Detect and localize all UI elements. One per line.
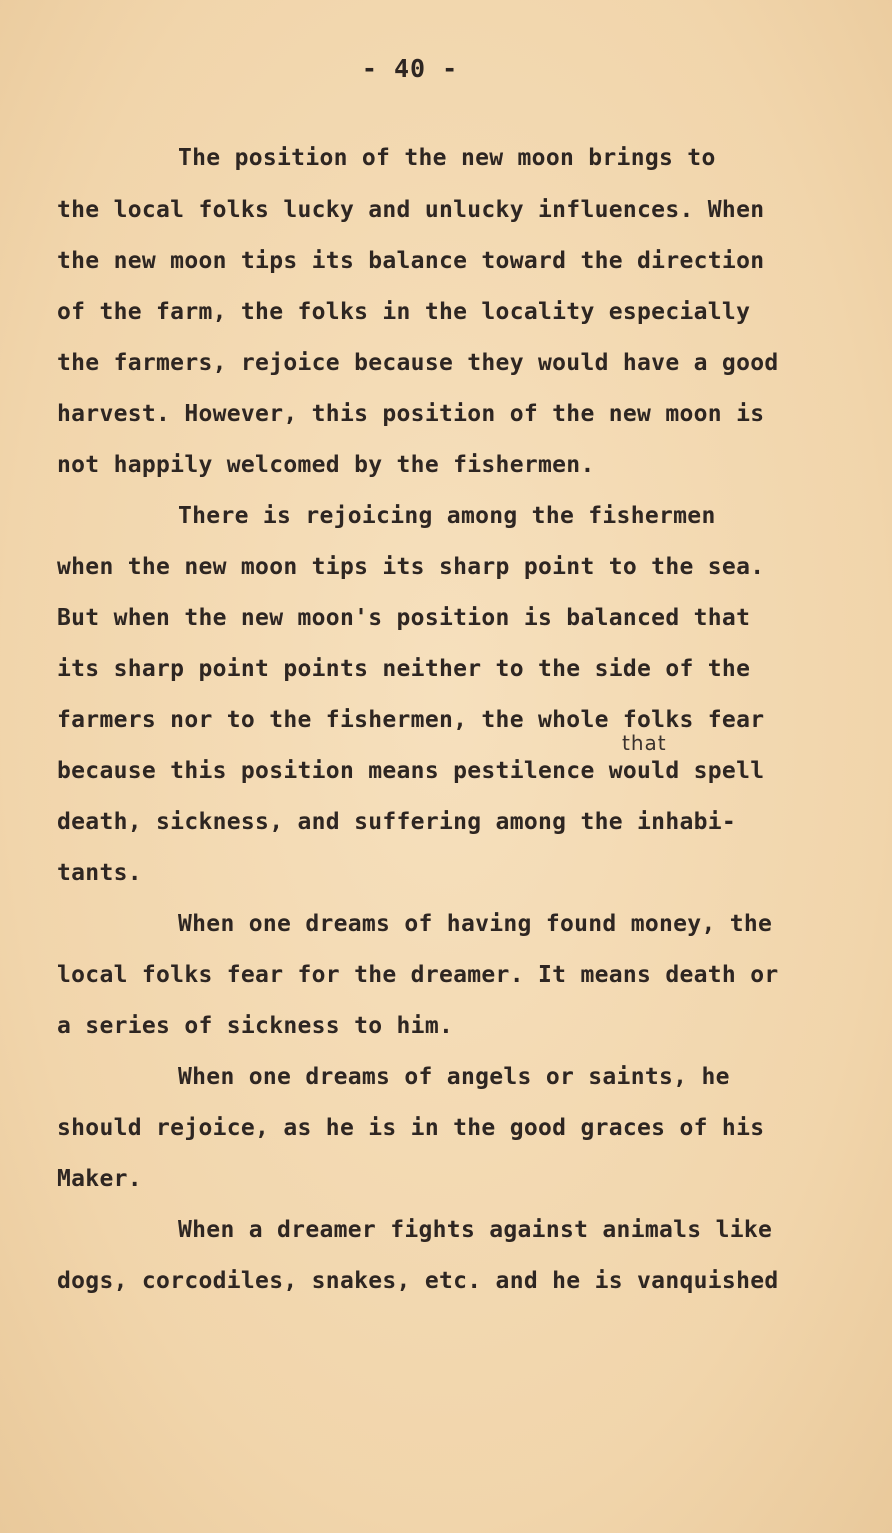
text-line: local folks fear for the dreamer. It means death or [57,962,779,988]
text-line: The position of the new moon brings to [178,145,716,171]
text-line: tants. [57,860,142,886]
text-line: because this position means pestilence would spell [57,758,765,784]
text-line: of the farm, the folks in the locality especially [57,299,751,325]
text-line: the new moon tips its balance toward the direction [57,248,765,274]
text-line: a series of sickness to him. [57,1013,454,1039]
text-line: when the new moon tips its sharp point to the sea. [57,554,765,580]
text-line: its sharp point points neither to the side of the [57,656,751,682]
text-line: There is rejoicing among the fishermen [178,503,716,529]
text-line: harvest. However, this position of the new moon is [57,401,765,427]
text-line: should rejoice, as he is in the good graces of his [57,1115,765,1141]
text-line: When one dreams of angels or saints, he [178,1064,730,1090]
text-line: the farmers, rejoice because they would have a good [57,350,779,376]
text-line: the local folks lucky and unlucky influences. When [57,197,765,223]
text-line: dogs, corcodiles, snakes, etc. and he is vanquished [57,1268,779,1294]
text-line: When one dreams of having found money, the [178,911,773,937]
text-line: When a dreamer fights against animals like [178,1217,773,1243]
text-line: But when the new moon's position is balanced that [57,605,751,631]
page-number: - 40 - [361,54,459,83]
text-line: farmers nor to the fishermen, the whole folks fear [57,707,765,733]
text-line: not happily welcomed by the fishermen. [57,452,595,478]
text-line: death, sickness, and suffering among the inhabi- [57,809,737,835]
text-line: Maker. [57,1166,142,1192]
handwritten-insert: that [622,731,667,755]
